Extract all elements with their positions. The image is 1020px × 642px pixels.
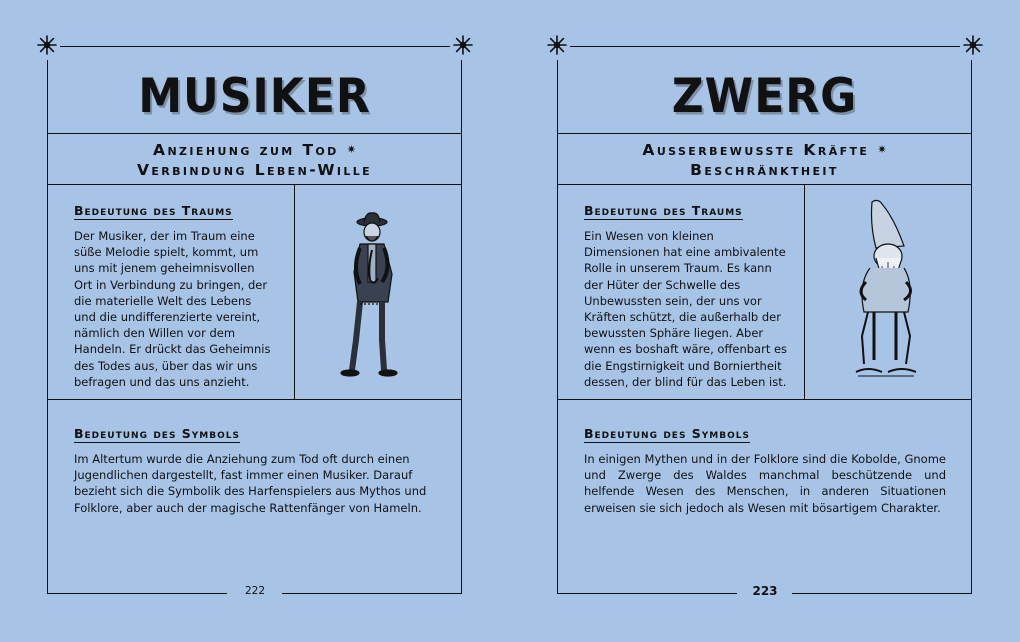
dream-heading: Bedeutung des Traums (74, 203, 233, 218)
page-number: 223 (752, 584, 778, 598)
symbol-heading: Bedeutung des Symbols (74, 426, 240, 441)
footer-rule (792, 593, 972, 594)
frame-right-edge (971, 60, 972, 594)
divider (47, 184, 462, 185)
page-title: ZWERG (671, 68, 858, 124)
footer-rule (557, 593, 737, 594)
subtitle (558, 136, 971, 184)
musician-illustration (330, 212, 410, 380)
divider (47, 133, 462, 134)
column-divider (294, 184, 295, 399)
symbol-text: In einigen Mythen und in der Folklore sind die Kobolde, Gnome und Zwerge des Waldes manchmal beschützende und helfende Wesen des Menschen, in anderen Situationen erweisen sie sich jedoch als Wesen mit bösartigem Charakter. (584, 452, 946, 515)
dwarf-illustration (848, 196, 922, 386)
dream-text: Ein Wesen von kleinen Dimensionen hat eine ambivalente Rolle in unserem Traum. Es kann der Hüter der Schwelle des Unbewussten sein, der uns vor Kräften schützt, die außerhalb der bewussten Sphäre liegen. Aber wenn es boshaft wäre, offenbart es die Engstirnigkeit und Borniertheit dessen, der blind für das Leben ist. (584, 229, 788, 389)
footer-rule (282, 593, 462, 594)
page-title: MUSIKER (138, 68, 371, 124)
subtitle (48, 136, 461, 184)
page-number: 222 (244, 585, 266, 597)
right-page (510, 0, 1020, 642)
symbol-text: Im Altertum wurde die Anziehung zum Tod oft durch einen Jugendlichen dargestellt, fast immer einen Musiker. Darauf bezieht sich die Symbolik des Harfenspielers aus Mythos und Folklore, aber auch der magische Rattenfänger von Hameln. (74, 452, 427, 515)
footer-rule (47, 593, 227, 594)
column-divider (804, 184, 805, 399)
subtitle-line-1: Ausserbewusste Kräfte (642, 141, 870, 159)
divider (47, 399, 462, 400)
divider (557, 184, 972, 185)
star-ornament-icon (36, 34, 58, 56)
star-ornament-icon (546, 34, 568, 56)
star-ornament-icon (452, 34, 474, 56)
dream-heading: Bedeutung des Traums (584, 203, 743, 218)
subtitle-line-2: Verbindung Leben-Wille (136, 161, 373, 179)
dream-text: Der Musiker, der im Traum eine süße Melodie spielt, kommt, um uns mit jenem geheimnisvollen Ort in Verbindung zu bringen, der die materielle Welt des Lebens und die undifferenzierte vereint, nämlich den Willen vor dem Handeln. Er drückt das Geheimnis des Todes aus, über das wir uns befragen und das uns anzieht. (74, 229, 271, 389)
symbol-heading: Bedeutung des Symbols (584, 426, 750, 441)
top-rule (60, 46, 450, 47)
mini-star-icon: ✷ (877, 143, 887, 156)
divider (557, 399, 972, 400)
frame-right-edge (461, 60, 462, 594)
mini-star-icon: ✷ (346, 143, 356, 156)
top-rule (570, 46, 960, 47)
star-ornament-icon (962, 34, 984, 56)
divider (557, 133, 972, 134)
subtitle-line-1: Anziehung zum Tod (153, 141, 339, 159)
subtitle-line-2: Beschränktheit (690, 161, 839, 179)
